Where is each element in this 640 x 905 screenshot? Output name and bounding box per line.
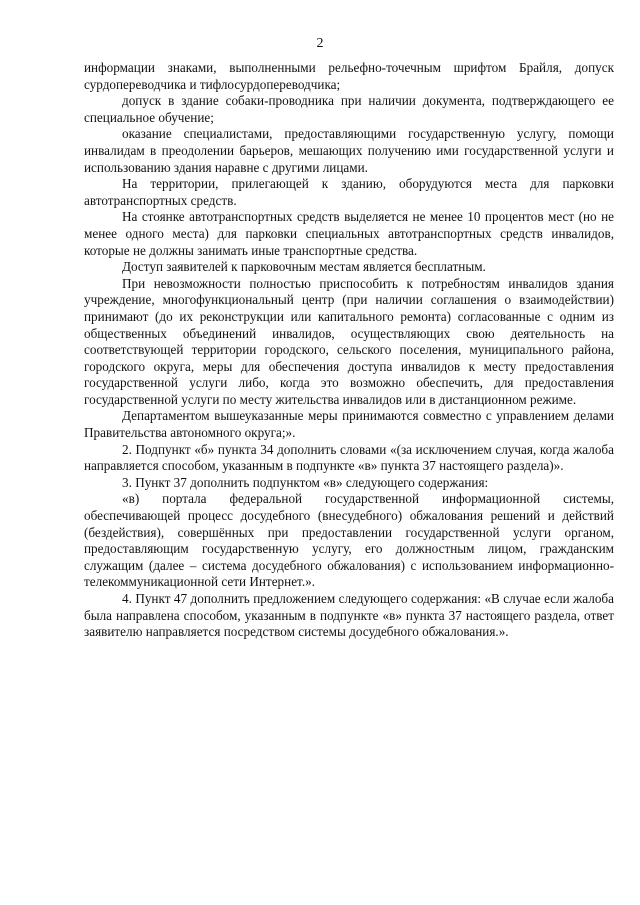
paragraph-subitem-v: «в) портала федеральной государственной информационной системы, обеспечивающей процесс досудебного (внесудебного) обжалования решений и действий (бездействия), совершённых при предоставлении государственной услуги органом, предоставляющим государственную услугу, его должностным лицом, гражданским служащим (далее – система досудебного обжалования) с использованием информационно-телекоммуникационной сети Интернет.». <box>84 491 614 590</box>
paragraph-parking-free: Доступ заявителей к парковочным местам является бесплатным. <box>122 259 486 275</box>
page-number: 2 <box>316 36 324 51</box>
paragraph-item-3: 3. Пункт 37 дополнить подпунктом «в» следующего содержания: <box>122 474 489 490</box>
paragraph-braille-info: информации знаками, выполненными рельефно-точечным шрифтом Брайля, допуск сурдопереводчика и тифлосурдопереводчика; <box>84 60 614 92</box>
paragraph-item-4: 4. Пункт 47 дополнить предложением следующего содержания: «В случае если жалоба была направлена способом, указанным в подпункте «в» пункта 37 настоящего раздела, ответ заявителю направляется посредством системы досудебного обжалования.». <box>84 591 614 640</box>
paragraph-parking-territory: На территории, прилегающей к зданию, оборудуются места для парковки автотранспортных средств. <box>84 176 614 208</box>
paragraph-guide-dog: допуск в здание собаки-проводника при наличии документа, подтверждающего ее специальное обучение; <box>84 93 614 125</box>
paragraph-item-2: 2. Подпункт «б» пункта 34 дополнить словами «(за исключением случая, когда жалоба направляется способом, указанным в подпункте «в» пункта 37 настоящего раздела)». <box>84 441 614 474</box>
paragraph-parking-ten-percent: На стоянке автотранспортных средств выделяется не менее 10 процентов мест (но не менее одного места) для парковки специальных автотранспортных средств инвалидов, которые не должны занимать иные транспортные средства. <box>84 209 614 258</box>
paragraph-specialist-assistance: оказание специалистами, предоставляющими государственную услугу, помощи инвалидам в преодолении барьеров, мешающих получению ими государственной услуги и использованию здания наравне с другими лицами. <box>84 126 614 175</box>
document-body <box>84 60 614 641</box>
paragraph-department-measures: Департаментом вышеуказанные меры принимаются совместно с управлением делами Правительства автономного округа;». <box>84 408 614 441</box>
paragraph-accessibility-measures: При невозможности полностью приспособить к потребностям инвалидов здания учреждение, многофункциональный центр (при наличии соглашения о взаимодействии) принимают (до их реконструкции или капитального ремонта) согласованные с одним из общественных объединений инвалидов, осуществляющих свою деятельность на соответствующей территории городского, сельского поселения, муниципального района, городского округа, меры для обеспечения доступа инвалидов к месту предоставления государственной услуги либо, когда это возможно обеспечить, для предоставления государственной услуги по месту жительства инвалидов или в дистанционном режиме. <box>84 275 614 407</box>
